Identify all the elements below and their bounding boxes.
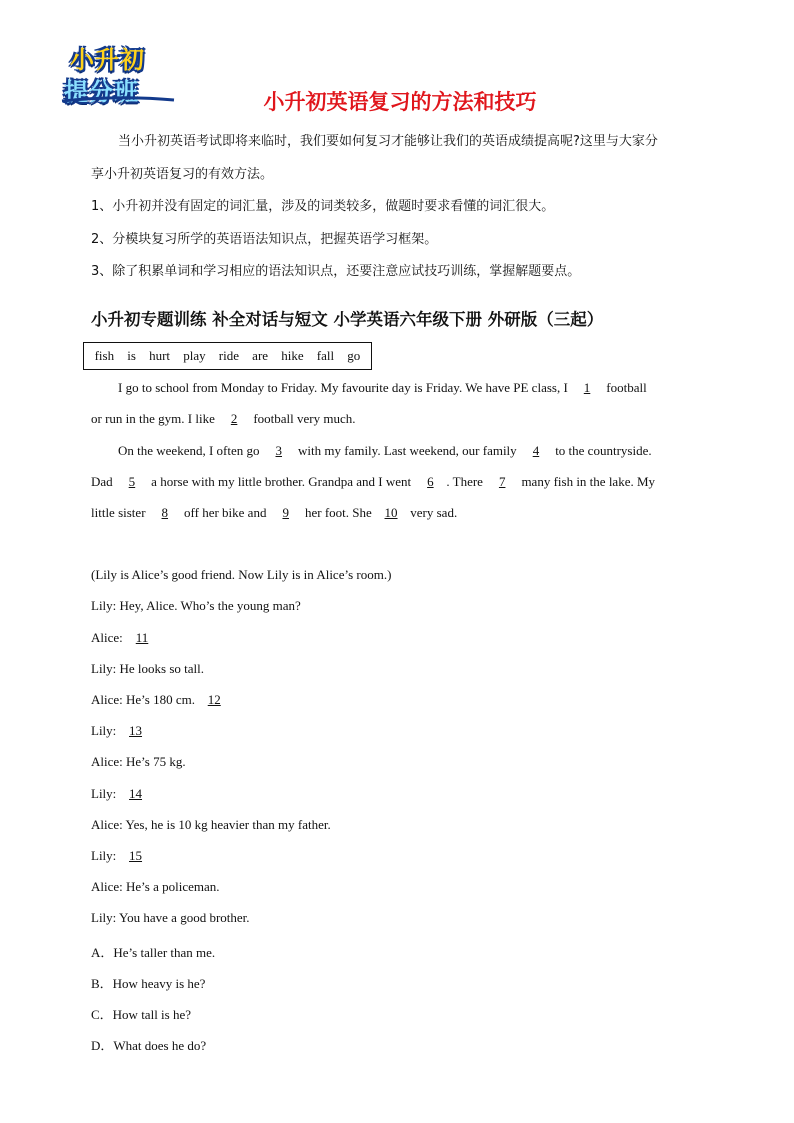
passage-line-3 (118, 443, 652, 459)
dialogue-line (91, 848, 152, 864)
blank-12[interactable]: 12 (207, 692, 221, 707)
blank-8[interactable]: 8 (161, 505, 169, 520)
speaker: Alice: (91, 630, 123, 645)
word-bank-item: fish (94, 348, 115, 363)
word-bank-item: is (127, 348, 136, 363)
blank-13[interactable]: 13 (129, 723, 143, 738)
passage-text: to the countryside. (555, 443, 652, 458)
tip-3: 3、除了积累单词和学习相应的语法知识点，还要注意应试技巧训练，掌握解题要点。 (91, 264, 581, 279)
word-bank-item: are (252, 348, 269, 363)
passage-text: her foot. She (304, 505, 372, 520)
blank-15[interactable]: 15 (129, 848, 143, 863)
logo-text-bottom: 提分班 (64, 78, 139, 106)
passage-text: On the weekend, I often go (118, 443, 260, 458)
passage-text: Dad (91, 474, 113, 489)
speaker: Lily: (91, 723, 117, 738)
passage-text: a horse with my little brother. Grandpa and I went (151, 474, 412, 489)
word-bank (83, 342, 372, 370)
dialogue-intro: (Lily is Alice’s good friend. Now Lily is in Alice’s room.) (91, 567, 392, 582)
passage-text: with my family. Last weekend, our family (298, 443, 517, 458)
passage-text: very sad. (410, 505, 458, 520)
blank-11[interactable]: 11 (135, 630, 149, 645)
dialogue-line: Lily: You have a good brother. (91, 910, 250, 925)
passage-line-2 (91, 411, 356, 427)
blank-2[interactable]: 2 (230, 411, 238, 426)
dialogue-line: Alice: Yes, he is 10 kg heavier than my father. (91, 817, 331, 832)
dialogue-text: Alice: He’s 180 cm. (91, 692, 195, 707)
logo-text-top: 小升初 (70, 46, 145, 74)
word-bank-item: fall (316, 348, 335, 363)
passage-text: or run in the gym. I like (91, 411, 215, 426)
passage-text: football (606, 380, 647, 395)
intro-line-1: 当小升初英语考试即将来临时，我们要如何复习才能够让我们的英语成绩提高呢?这里与大家分 (118, 134, 658, 149)
section-title: 小升初专题训练 补全对话与短文 小学英语六年级下册 外研版（三起） (91, 310, 604, 329)
tip-2: 2、分模块复习所学的英语语法知识点，把握英语学习框架。 (91, 232, 438, 247)
passage-line-4 (91, 474, 655, 490)
word-bank-item: go (347, 348, 361, 363)
passage-text: I go to school from Monday to Friday. My favourite day is Friday. We have PE class, I (118, 380, 568, 395)
option-d: D．What does he do? (91, 1038, 207, 1053)
word-bank-item: hike (281, 348, 304, 363)
intro-line-2: 享小升初英语复习的有效方法。 (91, 167, 274, 182)
dialogue-line (91, 692, 230, 708)
passage-line-1 (118, 380, 647, 396)
blank-9[interactable]: 9 (282, 505, 289, 520)
dialogue-line: Alice: He’s a policeman. (91, 879, 220, 894)
passage-line-5 (91, 505, 457, 521)
dialogue-line: Lily: Hey, Alice. Who’s the young man? (91, 598, 301, 613)
blank-4[interactable]: 4 (532, 443, 540, 458)
word-bank-item: hurt (149, 348, 171, 363)
dialogue-line: Alice: He’s 75 kg. (91, 754, 186, 769)
tip-1: 1、小升初并没有固定的词汇量，涉及的词类较多，做题时要求看懂的词汇很大。 (91, 199, 555, 214)
passage-text: off her bike and (184, 505, 267, 520)
passage-text: many fish in the lake. My (521, 474, 656, 489)
dialogue-line (91, 630, 158, 646)
speaker: Lily: (91, 848, 117, 863)
page-title: 小升初英语复习的方法和技巧 (263, 90, 537, 114)
dialogue-line (91, 786, 152, 802)
word-bank-item: ride (218, 348, 239, 363)
blank-1[interactable]: 1 (583, 380, 591, 395)
passage-text: little sister (91, 505, 146, 520)
option-a: A．He’s taller than me. (91, 945, 216, 960)
blank-6[interactable]: 6 (427, 474, 434, 489)
option-c: C．How tall is he? (91, 1007, 192, 1022)
blank-14[interactable]: 14 (129, 786, 143, 801)
word-bank-item: play (183, 348, 206, 363)
passage-text: . There (446, 474, 483, 489)
speaker: Lily: (91, 786, 117, 801)
blank-10[interactable]: 10 (384, 505, 398, 520)
dialogue-line: Lily: He looks so tall. (91, 661, 205, 676)
dialogue-line (91, 723, 152, 739)
blank-5[interactable]: 5 (128, 474, 136, 489)
blank-7[interactable]: 7 (498, 474, 506, 489)
option-b: B．How heavy is he? (91, 976, 206, 991)
passage-text: football very much. (253, 411, 356, 426)
blank-3[interactable]: 3 (275, 443, 283, 458)
